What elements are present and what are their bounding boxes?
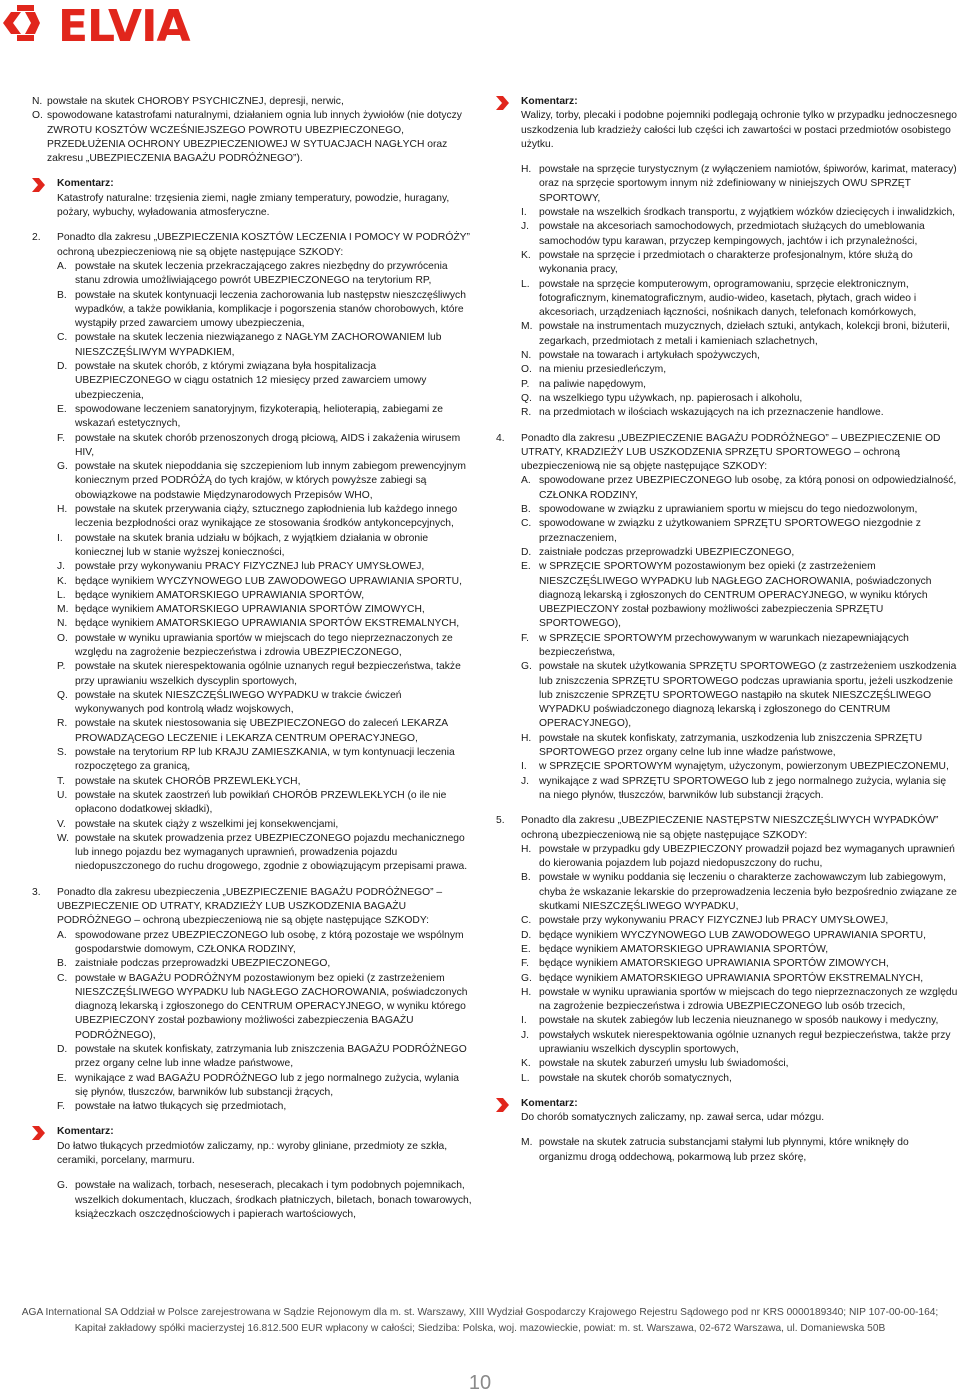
footer-line: AGA International SA Oddział w Polsce zarejestrowana w Sądzie Rejonowym dla m. st. Warszawy, XIII Wydział Gospodarczy Krajowego Rejestru Sądowego pod nr KRS 0000189340; NIP 107-00-00-164; (21, 1307, 939, 1318)
list-item: I. powstałe na wszelkich środkach transportu, z wyjątkiem wózków dziecięcych i inwalidzkich, (521, 207, 956, 219)
section-heading: Ponadto dla zakresu ubezpieczenia „UBEZPIECZENIE BAGAŻU PODRÓŻNEGO” – UBEZPIECZENIE OD UTRATY, KRADZIEŻY LUB USZKODZENIA BAGAŻU PODRÓŻNEGO – ochroną ubezpieczeniową nie są objęte następujące SZKODY: (57, 886, 443, 927)
list-item: V. powstałe na skutek ciąży z wszelkimi jej konsekwencjami, (57, 818, 339, 830)
comment-title: Komentarz: (521, 1097, 578, 1109)
list-item: A. spowodowane przez UBEZPIECZONEGO lub osobę, z którą pozostaje we wspólnym gospodarstwie domowym, CZŁONKA RODZINY, (57, 929, 464, 955)
list-item: R. na przedmiotach w ilościach wskazujących na ich przeznaczenie handlowe. (521, 407, 884, 419)
list-item: M. będące wynikiem AMATORSKIEGO UPRAWIANIA SPORTÓW ZIMOWYCH, (57, 604, 425, 616)
section-list (521, 843, 958, 1086)
comment-box (496, 1097, 958, 1126)
list-item: T. powstałe na skutek CHORÓB PRZEWLEKŁYCH, (57, 775, 301, 787)
comment-box (496, 95, 958, 152)
comment-arrow-icon (496, 96, 510, 110)
list-item: B. spowodowane w związku z uprawianiem sportu w miejscu do tego niedozwolonym, (521, 504, 918, 516)
list-item: H. powstałe w wyniku uprawiania sportów w miejscach do tego nieprzeznaczonych ze względu na zagrożenie bezpieczeństwa i zdrowia UBEZPIECZONEGO lub osób trzecich, (521, 986, 958, 1013)
list-item: F. w SPRZĘCIE SPORTOWYM przechowywanym w warunkach niezapewniających bezpieczeństwa, (521, 632, 909, 658)
list-item: K. powstałe na skutek zaburzeń umysłu lub świadomości, (521, 1058, 789, 1070)
comment-arrow-icon (32, 1126, 46, 1140)
list-item: M. powstałe na instrumentach muzycznych, dziełach sztuki, antykach, kolekcji broni, biżuterii, zegarkach, przedmiotach z metali i kamieniach szlachetnych, (521, 321, 950, 347)
list-item: I. w SPRZĘCIE SPORTOWYM wynajętym, użyczonym, powierzonym UBEZPIECZONEMU, (521, 761, 949, 773)
list-item: O. spowodowane katastrofami naturalnymi, działaniem ognia lub innych żywiołów (nie dotyczy ZWROTU KOSZTÓW WCZEŚNIEJSZEGO POWROTU UBEZPIECZONEGO, PRZEDŁUŻENIA OCHRONY UBEZPIECZENIOWEJ W SYTUACJACH NAGŁYCH oraz zakresu „UBEZPIECZENIA BAGAŻU PODRÓŻNEGO”). (32, 110, 462, 165)
comment-title: Komentarz: (57, 1126, 114, 1138)
list-item: J. powstałe przy wykonywaniu PRACY FIZYCZNEJ lub PRACY UMYSŁOWEJ, (57, 561, 425, 573)
list-item: Q. powstałe na skutek NIESZCZĘŚLIWEGO WYPADKU w trakcie ćwiczeń wykonywanych pod kontrolą władz wojskowych, (57, 689, 402, 716)
list-item: L. powstałe na sprzęcie komputerowym, oprogramowaniu, sprzęcie elektronicznym, fotograficznym, kinematograficznym, audio-wideo, kasetach, płytach, grach wideo i akcesoriach, urządzeniach łączności, nośnikach danych, telefonach komórkowych, (521, 278, 917, 319)
section-list (57, 929, 472, 1115)
list-continued (32, 95, 472, 166)
list-item: H. powstałe na skutek konfiskaty, zatrzymania, uszkodzenia lub zniszczenia SPRZĘTU SPORTOWEGO przez organy celne lub inne władze państwowe, (521, 732, 923, 759)
list-item: M. powstałe na skutek zatrucia substancjami stałymi lub płynnymi, które wniknęły do organizmu drogą oddechową, pokarmową lub przez skórę, (521, 1137, 909, 1163)
list-item: L. będące wynikiem AMATORSKIEGO UPRAWIANIA SPORTÓW, (57, 589, 365, 601)
list-item: G. powstałe na walizach, torbach, neseserach, plecakach i tym podobnych pojemnikach, wszelkich dokumentach, kluczach, środkach płatniczych, biletach, bonach towarowych, książeczkach oszczędnościowych i papierach wartościowych, (57, 1180, 472, 1220)
section-number: 4. (496, 432, 505, 444)
list-item: A. powstałe na skutek leczenia przekraczającego zakres niezbędny do przywrócenia stanu zdrowia umożliwiającego powrót UBEZPIECZONEGO na terytorium RP, (57, 260, 448, 287)
list-item: N. powstałe na towarach i artykułach spożywczych, (521, 350, 760, 362)
list-item: E. spowodowane leczeniem sanatoryjnym, fizykoterapią, helioterapią, zabiegami ze wskazań estetycznych, (57, 403, 444, 430)
list-item: B. zaistniałe podczas przeprowadzki UBEZPIECZONEGO, (57, 958, 331, 970)
section-2 (32, 231, 472, 874)
list-item: N. będące wynikiem AMATORSKIEGO UPRAWIANIA SPORTÓW EKSTREMALNYCH, (57, 618, 460, 630)
footer (0, 1305, 960, 1337)
list-item: R. powstałe na skutek niestosowania się UBEZPIECZONEGO do zaleceń LEKARZA PROWADZĄCEGO LECZENIE i LEKARZA CENTRUM OPERACYJNEGO, (57, 718, 448, 744)
list-item: Q. na wszelkiego typu używkach, np. papierosach i alkoholu, (521, 392, 803, 404)
section-heading: Ponadto dla zakresu „UBEZPIECZENIA KOSZTÓW LECZENIA I POMOCY W PODRÓŻY” ochroną ubezpieczeniową nie są objęte następujące SZKODY: (57, 232, 470, 258)
list-item: J. wynikające z wad SPRZĘTU SPORTOWEGO lub z jego normalnego zużycia, wylania się na niego płynów, tłuszczów, barwników lub substancji żrących. (521, 775, 947, 801)
comment-text: Do łatwo tłukących przedmiotów zaliczamy, np.: wyroby gliniane, przedmioty ze szkła, ceramiki, porcelany, marmuru. (57, 1140, 448, 1167)
list-item: K. powstałe na sprzęcie i przedmiotach o charakterze profesjonalnym, które służą do wykonania pracy, (521, 249, 913, 276)
section-4 (496, 432, 958, 804)
list-item: B. powstałe na skutek kontynuacji leczenia zachorowania lub następstw nieszczęśliwych wypadków, a także powikłania, komplikacje i pogorszenia stanów chorobowych, które wystąpiły przed zawarciem umowy ubezpieczenia, (57, 289, 466, 330)
page-number: 10 (468, 1372, 492, 1394)
comment-box (32, 177, 472, 220)
section-number: 5. (496, 815, 505, 827)
list-item: C. powstałe w BAGAŻU PODRÓŻNYM pozostawionym bez opieki (z zastrzeżeniem NIESZCZĘŚLIWEGO WYPADKU lub NAGŁEGO ZACHOROWANIA, poświadczonych diagnozą lekarską i zgłoszonego do CENTRUM OPERACYJNEGO, w wyniku którego UBEZPIECZONY został pozbawiony możliwości zabezpieczenia BAGAŻU PODRÓŻNEGO), (57, 972, 468, 1041)
list-item: N. powstałe na skutek CHOROBY PSYCHICZNEJ, depresji, nerwic, (32, 96, 344, 107)
list-continued (521, 163, 958, 420)
right-column (496, 95, 958, 1165)
section-5 (496, 814, 958, 1086)
list-item: H. powstałe na skutek przerywania ciąży, sztucznego zapłodnienia lub każdego innego leczenia bezpłodności oraz wynikające ze stosowania środków antykoncepcyjnych, (57, 504, 458, 530)
list-item: B. powstałe w wyniku poddania się leczeniu o charakterze zachowawczym lub zabiegowym, chyba że wskazanie lekarskie do przeprowadzenia leczenia było bezpośrednio związane ze skutkami NIESZCZĘŚLIWEGO WYPADKU, (521, 872, 957, 913)
list-item: P. powstałe na skutek nierespektowania ogólnie uznanych reguł bezpieczeństwa, także przy uprawianiu wszelkich dyscyplin sportowych, (57, 661, 461, 687)
section-list (57, 260, 472, 875)
list-item: F. będące wynikiem AMATORSKIEGO UPRAWIANIA SPORTÓW ZIMOWYCH, (521, 958, 889, 970)
section-heading: Ponadto dla zakresu „UBEZPIECZENIE NASTĘPSTW NIESZCZĘŚLIWYCH WYPADKÓW” ochroną ubezpieczeniową nie są objęte następujące SZKODY: (521, 815, 939, 841)
list-item: U. powstałe na skutek zaostrzeń lub powikłań CHORÓB PRZEWLEKŁYCH (o ile nie opłacono dodatkowej składki), (57, 789, 447, 816)
comment-title: Komentarz: (57, 178, 114, 190)
list-item: G. powstałe na skutek niepoddania się szczepieniom lub innym zabiegom prewencyjnym koniecznym przed PODRÓŻĄ do tych krajów, w których powyższe zabiegi są obowiązkowe na podstawie Międzynarodowych Przepisów WHO, (57, 461, 466, 501)
list-item: C. powstałe przy wykonywaniu PRACY FIZYCZNEJ lub PRACY UMYSŁOWEJ, (521, 915, 889, 927)
list-item: G. powstałe na skutek użytkowania SPRZĘTU SPORTOWEGO (z zastrzeżeniem uszkodzenia lub zniszczenia SPRZĘTU SPORTOWEGO podczas uprawiania sportu, jeżeli uszkodzenie lub zniszczenie SPRZĘTU SPORTOWEGO nastąpiło na skutek NIESZCZĘŚLIWEGO WYPADKU poświadczonego diagnozą lekarską i zgłoszonego do CENTRUM OPERACYJNEGO), (521, 661, 957, 730)
section-number: 2. (32, 232, 41, 244)
list-item: O. powstałe w wyniku uprawiania sportów w miejscach do tego nieprzeznaczonych ze względu na zagrożenie bezpieczeństwa i zdrowia UBEZPIECZONEGO, (57, 632, 453, 658)
section-number: 3. (32, 886, 41, 898)
list-item: O. na mieniu przesiedleńczym, (521, 364, 667, 376)
comment-box (32, 1125, 472, 1168)
list-item: J. powstałych wskutek nierespektowania ogólnie uznanych reguł bezpieczeństwa, także przy uprawianiu wszelkich dyscyplin sportowych, (521, 1029, 951, 1055)
svg-text:ELVIA: ELVIA (58, 2, 190, 46)
list-item: K. będące wynikiem WYCZYNOWEGO LUB ZAWODOWEGO UPRAWIANIA SPORTU, (57, 575, 462, 587)
comment-text: Katastrofy naturalne: trzęsienia ziemi, nagłe zmiany temperatury, powodzie, huragany, pożary, wybuchy, wyładowania atmosferyczne. (57, 192, 450, 219)
footer-line: Kapitał zakładowy spółki macierzystej 16.812.500 EUR wpłacony w całości; Siedziba: Polska, woj. mazowieckie, powiat: m. st. Warszawa, 02-672 Warszawa, ul. Domaniewska 50B (74, 1323, 886, 1334)
list-item: A. spowodowane przez UBEZPIECZONEGO lub osobę, za którą ponosi on odpowiedzialność, CZŁONKA RODZINY, (521, 475, 957, 501)
list-item: P. na paliwie napędowym, (521, 378, 647, 390)
list-item: E. wynikające z wad BAGAŻU PODRÓŻNEGO lub z jego normalnego zużycia, wylania się płynów, tłuszczów, barwników lub substancji żrących, (57, 1072, 459, 1098)
comment-arrow-icon (32, 178, 46, 192)
comment-title: Komentarz: (521, 96, 578, 107)
comment-text: Walizy, torby, plecaki i podobne pojemniki podlegają ochronie tylko w przypadku jednoczesnego uszkodzenia lub kradzieży całości lub części ich zawartości w postaci przedmiotów osobistego użytku. (521, 110, 957, 150)
list-item: H. powstałe w przypadku gdy UBEZPIECZONY prowadził pojazd bez wymaganych uprawnień do kierowania pojazdem lub pojazd niedopuszczony do ruchu, (521, 843, 955, 870)
list-item: G. będące wynikiem AMATORSKIEGO UPRAWIANIA SPORTÓW EKSTREMALNYCH, (521, 972, 924, 984)
comment-arrow-icon (496, 1098, 510, 1112)
list-item: C. spowodowane w związku z użytkowaniem SPRZĘTU SPORTOWEGO niezgodnie z przeznaczeniem, (521, 518, 921, 544)
list-item: D. powstałe na skutek chorób, z którymi związana była hospitalizacja UBEZPIECZONEGO w ciągu ostatnich 12 miesięcy przed zawarciem umowy ubezpieczenia, (57, 361, 427, 401)
list-item: F. powstałe na skutek chorób przenoszonych drogą płciową, AIDS i zakażenia wirusem HIV, (57, 432, 461, 458)
list-item: H. powstałe na sprzęcie turystycznym (z wyłączeniem namiotów, śpiworów, karimat, materacy) oraz na sprzęcie sportowym innym niż zdefiniowany w niniejszych OWU SPRZĘT SPORTOWY, (521, 164, 957, 204)
list-item: E. będące wynikiem AMATORSKIEGO UPRAWIANIA SPORTÓW, (521, 943, 829, 955)
elvia-logo (0, 2, 262, 46)
list-item: J. powstałe na akcesoriach samochodowych, przedmiotach służących do umeblowania samochodów typu karawan, przyczep kempingowych, jachtów i ich przynależności, (521, 221, 925, 247)
left-column (32, 95, 472, 1222)
list-item: D. będące wynikiem WYCZYNOWEGO LUB ZAWODOWEGO UPRAWIANIA SPORTU, (521, 929, 926, 941)
list-item: D. zaistniałe podczas przeprowadzki UBEZPIECZONEGO, (521, 546, 795, 558)
list-item: E. w SPRZĘCIE SPORTOWYM pozostawionym bez opieki (z zastrzeżeniem NIESZCZĘŚLIWEGO WYPADKU lub NAGŁEGO ZACHOROWANIA, poświadczonych diagnozą lekarską i zgłoszonych do CENTRUM OPERACYJNEGO, w wyniku których UBEZPIECZONY został pozbawiony możliwości zabezpieczenia SPRZĘTU SPORTOWEGO), (521, 561, 932, 630)
section-list (521, 474, 958, 803)
list-item: C. powstałe na skutek leczenia niezwiązanego z NAGŁYM ZACHOROWANIEM lub NIESZCZĘŚLIWYM WYPADKIEM, (57, 332, 442, 358)
comment-text: Do chorób somatycznych zaliczamy, np. zawał serca, udar mózgu. (521, 1112, 825, 1124)
section-3 (32, 886, 472, 1115)
list-item: S. powstałe na terytorium RP lub KRAJU ZAMIESZKANIA, w tym kontynuacji leczenia rozpoczętego za granicą, (57, 747, 455, 773)
list-item: I. powstałe na skutek brania udziału w bójkach, z wyjątkiem działania w obronie koniecznej lub w stanie wyższej konieczności, (57, 532, 429, 558)
list-item: F. powstałe na łatwo tłukących się przedmiotach, (57, 1101, 287, 1113)
list-item: L. powstałe na skutek chorób somatycznych, (521, 1072, 732, 1084)
list-item: D. powstałe na skutek konfiskaty, zatrzymania lub zniszczenia BAGAŻU PODRÓŻNEGO przez organy celne lub inne władze państwowe, (57, 1044, 467, 1070)
section-heading: Ponadto dla zakresu „UBEZPIECZENIE BAGAŻU PODRÓŻNEGO” – UBEZPIECZENIE OD UTRATY, KRADZIEŻY LUB USZKODZENIA SPRZĘTU SPORTOWEGO – ochroną ubezpieczeniową nie są objęte następujące SZKODY: (521, 432, 941, 473)
list-item: W. powstałe na skutek prowadzenia przez UBEZPIECZONEGO pojazdu mechanicznego lub innego pojazdu bez wymaganych uprawnień, prowadzenia pojazdu niedopuszczonego do ruchu drogowego, zgodnie z obowiązującym przepisami prawa. (57, 832, 468, 873)
list-item: I. powstałe na skutek zabiegów lub leczenia nieuznanego w sposób naukowy i medyczny, (521, 1015, 939, 1027)
